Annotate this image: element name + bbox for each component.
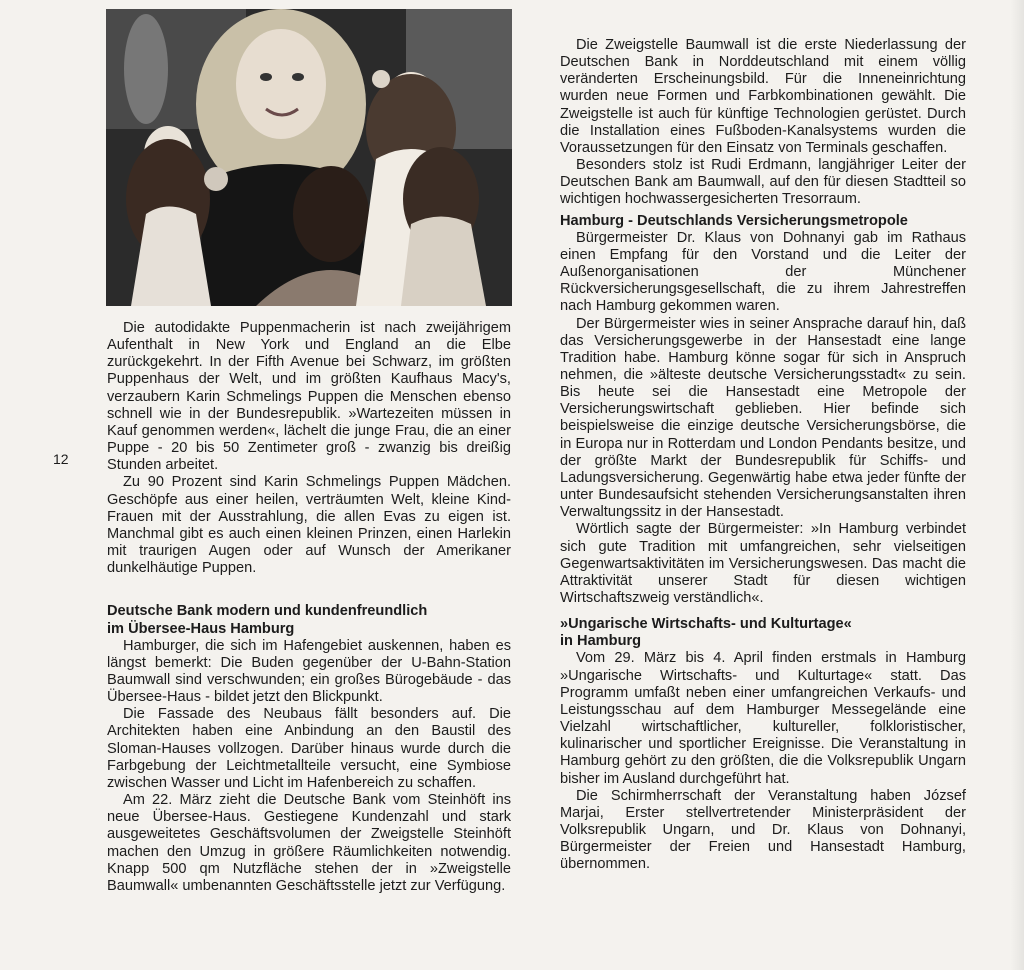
page-edge-shadow [1010, 0, 1024, 970]
photo-illustration [106, 9, 512, 306]
paragraph: Der Bürgermeister wies in seiner Ansprache darauf hin, daß das Versicherungsgewerbe in der Hansestadt eine lange Tradition habe. Hamburg könne sogar für sich in Anspruch nehmen, die »älteste deutsche Versicherungsstadt« zu sein. Bis heute sei die Hansestadt eine Metropole der Versicherungswirtschaft geblieben. Hier befinde sich beispielsweise die einzige deutsche Versicherungsbörse, die in Europa nur in Rotterdam und London Pendants besitze, und der größte Markt der Bundesrepublik für Schiffs- und Ladungsversicherung. Gegenwärtig habe etwa jeder fünfte der unter Bundesaufsicht stehenden Versicherungsanstalten ihren Verwaltungssitz in der Hansestadt. [560, 315, 966, 521]
right-column [560, 37, 966, 874]
paragraph: Bürgermeister Dr. Klaus von Dohnanyi gab im Rathaus einen Empfang für den Vorstand und die Leiter der Außenorganisationen der Münchener Rückversicherungsgesellschaft, die zu ihrem Jahrestreffen nach Hamburg gekommen waren. [560, 229, 966, 315]
section-heading [560, 616, 966, 650]
paragraph: Vom 29. März bis 4. April finden erstmals in Hamburg »Ungarische Wirtschafts- und Kulturtage« statt. Das Programm umfaßt neben einer umfangreichen Verkaufs- und Leistungsschau auf dem Hamburger Messegelände eine Vielzahl wirtschaftlicher, kultureller, folkloristischer, kulinarischer und sportlicher Ereignisse. Die Veranstaltung in Hamburg gehört zu den größten, die die Volksrepublik Ungarn bisher im Ausland durchgeführt hat. [560, 650, 966, 787]
paragraph: Zu 90 Prozent sind Karin Schmelings Puppen Mädchen. Geschöpfe aus einer heilen, verträumten Welt, kleine Kind-Frauen mit der Ausstrahlung, die allen Evas zu eigen ist. Manchmal gibt es auch einen kleinen Prinzen, einen Harlekin mit traurigen Augen oder auf Wunsch der Amerikaner dunkelhäutige Puppen. [107, 474, 511, 577]
photo-woman-with-dolls [106, 9, 512, 306]
section-heading [107, 603, 511, 637]
heading-line: in Hamburg [560, 633, 642, 650]
page-number: 12 [53, 451, 69, 467]
paragraph: Hamburger, die sich im Hafengebiet auskennen, haben es längst bemerkt: Die Buden gegenüber der U-Bahn-Station Baumwall sind verschwunden; ein großes Bürogebäude - das Übersee-Haus - bildet jetzt den Blickpunkt. [107, 637, 511, 706]
section-heading: Hamburg - Deutschlands Versicherungsmetropole [560, 212, 908, 229]
heading-line: im Übersee-Haus Hamburg [107, 620, 295, 637]
paragraph: Wörtlich sagte der Bürgermeister: »In Hamburg verbindet sich gute Tradition mit umfangreichen, sehr vielseitigen Gegenwartsaktivitäten im Versicherungswesen. Das macht die Attraktivität unserer Stadt für diesen wichtigen Wirtschaftszweig verständlich«. [560, 521, 966, 606]
paragraph: Die autodidakte Puppenmacherin ist nach zweijährigem Aufenthalt in New York und England an die Elbe zurückgekehrt. In der Fifth Avenue bei Schwarz, im größten Puppenhaus der Welt, und im größten Kaufhaus Macy's, verzaubern Karin Schmelings Puppen die Menschen ebenso schnell wie in der Bundesrepublik. »Wartezeiten müssen in Kauf genommen werden«, lächelt die junge Frau, die an einer Puppe - 20 bis 50 Zentimeter groß - zwanzig bis dreißig Stunden arbeitet. [107, 320, 511, 474]
heading-line: Deutsche Bank modern und kundenfreundlich [107, 603, 428, 620]
paragraph: Besonders stolz ist Rudi Erdmann, langjähriger Leiter der Deutschen Bank am Baumwall, auf den für diesen Stadtteil so wichtigen hochwassergesicherten Tresorraum. [560, 157, 966, 208]
paragraph: Die Zweigstelle Baumwall ist die erste Niederlassung der Deutschen Bank in Norddeutschland mit einem völlig veränderten Erscheinungsbild. Für die Inneneinrichtung wurden neue Formen und Farbkombinationen gewählt. Die Zweigstelle ist auch für künftige Technologien gerüstet. Durch die Installation eines Fußboden-Kanalsystems wurden die Voraussetzungen für den Einsatz von Terminals geschaffen. [560, 37, 966, 156]
paragraph: Die Schirmherrschaft der Veranstaltung haben József Marjai, Erster stellvertretender Ministerpräsident der Volksrepublik Ungarn, und Dr. Klaus von Dohnanyi, Bürgermeister der Freien und Hansestadt Hamburg, übernommen. [560, 787, 966, 873]
paragraph: Am 22. März zieht die Deutsche Bank vom Steinhöft ins neue Übersee-Haus. Gestiegene Kundenzahl und stark ausgeweitetes Geschäftsvolumen der Zweigstelle Steinhöft machen den Umzug in größere Räumlichkeiten notwendig. Knapp 500 qm Nutzfläche stehen der in »Zweigstelle Baumwall« umbenannten Geschäftsstelle jetzt zur Verfügung. [107, 792, 511, 894]
heading-line: »Ungarische Wirtschafts- und Kulturtage« [560, 616, 852, 633]
left-column [107, 320, 511, 895]
paragraph: Die Fassade des Neubaus fällt besonders auf. Die Architekten haben eine Anbindung an den Baustil des Sloman-Hauses vollzogen. Darüber hinaus wurde durch die Farbgebung der Leichtmetallteile versucht, eine Symbiose zwischen Wasser und Licht im Hafenbereich zu schaffen. [107, 706, 511, 791]
